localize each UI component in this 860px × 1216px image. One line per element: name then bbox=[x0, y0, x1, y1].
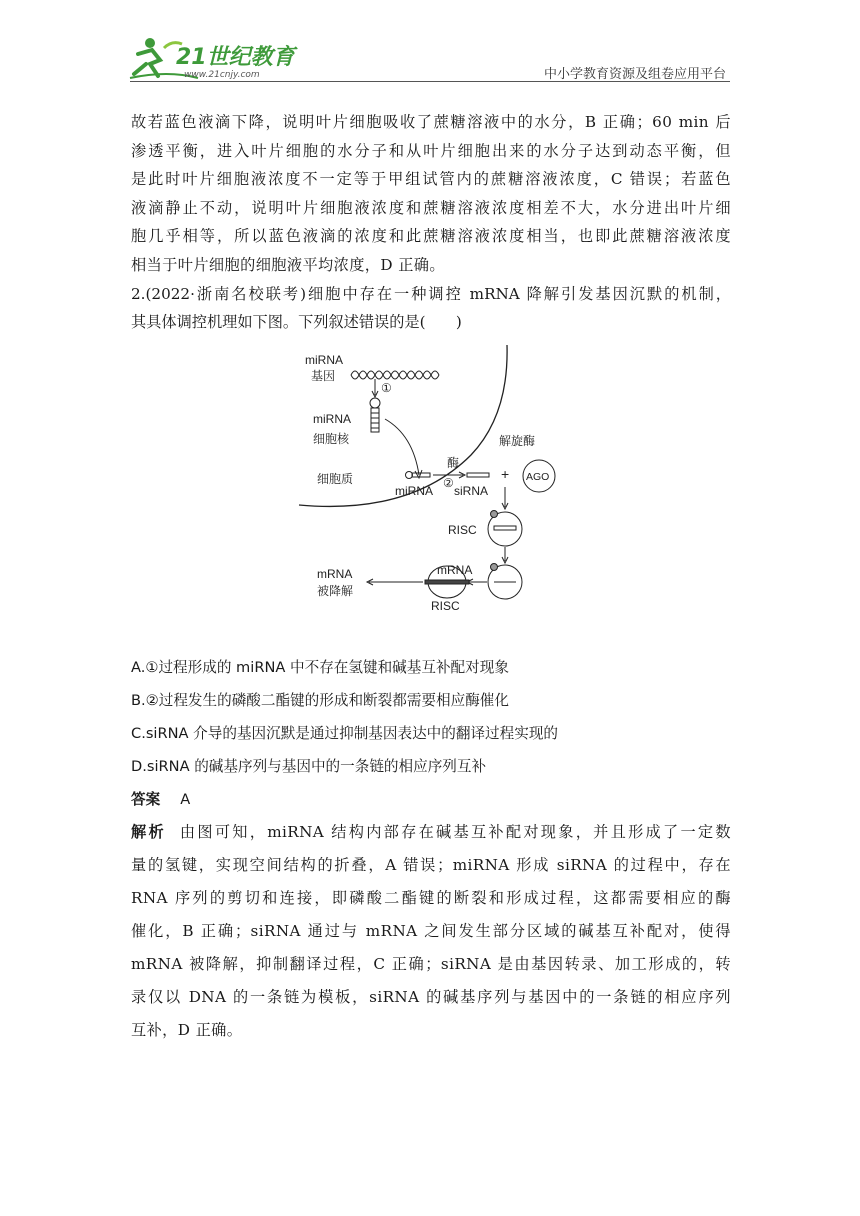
mirna2-label: miRNA bbox=[395, 483, 433, 498]
page-content bbox=[131, 108, 731, 1047]
option-d: D.siRNA 的碱基序列与基因中的一条链的相应序列互补 bbox=[131, 757, 487, 775]
text-line: 液滴静止不动，说明叶片细胞液浓度和蔗糖溶液浓度相差不大，水分进出叶片细 bbox=[131, 198, 731, 217]
text-line: 故若蓝色液滴下降，说明叶片细胞吸收了蔗糖溶液中的水分，B 正确；60 min 后 bbox=[131, 113, 731, 131]
option-b: B.②过程发生的磷酸二酯键的形成和断裂都需要相应酶催化 bbox=[131, 691, 509, 709]
answer-label: 答案 bbox=[131, 790, 161, 808]
explanation-line: 催化，B 正确；siRNA 通过与 mRNA 之间发生部分区域的碱基互补配对，使得 bbox=[131, 921, 731, 940]
mirna-gene-label: 基因 bbox=[311, 368, 336, 383]
explanation-line: 量的氢键，实现空间结构的折叠，A 错误；miRNA 形成 siRNA 的过程中，存在 bbox=[131, 855, 731, 874]
explanation-line: RNA 序列的剪切和连接，即磷酸二酯键的断裂和形成过程，这都需要相应的酶 bbox=[131, 888, 731, 907]
platform-name: 中小学教育资源及组卷应用平台 bbox=[543, 67, 726, 82]
mirna-label: miRNA bbox=[313, 411, 351, 426]
mrna-degraded-label: 被降解 bbox=[317, 583, 354, 598]
mirna-hairpin-loop bbox=[370, 398, 380, 408]
option-c: C.siRNA 介导的基因沉默是通过抑制基因表达中的翻译过程实现的 bbox=[131, 724, 559, 742]
step2-label: ② bbox=[443, 475, 454, 490]
mrna-label: mRNA bbox=[437, 562, 473, 577]
text-line: 相当于叶片细胞的细胞液平均浓度，D 正确。 bbox=[131, 255, 445, 274]
answer-value: A bbox=[180, 790, 191, 808]
text-line: 是此时叶片细胞液浓度不一定等于甲组试管内的蔗糖溶液浓度，C 错误；若蓝色 bbox=[131, 170, 731, 189]
page-header bbox=[0, 0, 860, 90]
previous-explanation bbox=[131, 108, 731, 280]
export-arrow bbox=[385, 419, 419, 475]
enzyme-label: 酶 bbox=[447, 455, 460, 470]
sirna-label: siRNA bbox=[454, 483, 489, 498]
logo-text: 21世纪教育 bbox=[176, 45, 295, 70]
header-divider bbox=[130, 81, 730, 82]
risc2-label: RISC bbox=[431, 598, 460, 613]
option-a: A.①过程形成的 miRNA 中不存在氢键和碱基互补配对现象 bbox=[131, 658, 509, 676]
helicase-label: 解旋酶 bbox=[499, 433, 536, 448]
mechanism-figure bbox=[131, 345, 731, 645]
mirna-gene-label: miRNA bbox=[305, 352, 343, 367]
dna-helix bbox=[351, 371, 439, 379]
options-list bbox=[131, 651, 731, 783]
figure-diagram bbox=[291, 345, 571, 645]
step1-label: ① bbox=[381, 380, 392, 395]
text-line: 胞几乎相等，所以蓝色液滴的浓度和此蔗糖溶液浓度相当，也即此蔗糖溶液浓度 bbox=[131, 227, 731, 246]
cytoplasm-label: 细胞质 bbox=[317, 471, 354, 486]
nucleus-label: 细胞核 bbox=[313, 431, 350, 446]
dna-helix bbox=[351, 371, 439, 379]
question-line: 其具体调控机理如下图。下列叙述错误的是( ) bbox=[131, 313, 462, 332]
explanation-label: 解析 bbox=[131, 822, 166, 841]
mrna-degraded-label: mRNA bbox=[317, 566, 353, 581]
sirna-duplex bbox=[467, 473, 489, 477]
logo-url: www.21cnjy.com bbox=[184, 70, 260, 80]
question-line: 2.(2022·浙南名校联考)细胞中存在一种调控 mRNA 降解引发基因沉默的机制， bbox=[131, 284, 731, 303]
explanation bbox=[131, 816, 731, 1047]
question-stem bbox=[131, 280, 731, 337]
explanation-line: 录仅以 DNA 的一条链为模板，siRNA 的碱基序列与基因中的一条链的相应序列 bbox=[131, 987, 731, 1006]
text-line: 渗透平衡，进入叶片细胞的水分子和从叶片细胞出来的水分子达到动态平衡，但 bbox=[131, 141, 731, 160]
answer-row bbox=[131, 783, 731, 816]
ago-label: AGO bbox=[526, 470, 550, 483]
risc1-label: RISC bbox=[448, 522, 477, 537]
explanation-line: 解析 由图可知，miRNA 结构内部存在碱基互补配对现象，并且形成了一定数 bbox=[131, 822, 731, 841]
explanation-line: 互补，D 正确。 bbox=[131, 1020, 243, 1039]
explanation-line: mRNA 被降解，抑制翻译过程，C 正确；siRNA 是由基因转录、加工形成的，转 bbox=[131, 954, 731, 973]
site-logo bbox=[128, 34, 298, 82]
plus-sign: + bbox=[501, 465, 510, 482]
